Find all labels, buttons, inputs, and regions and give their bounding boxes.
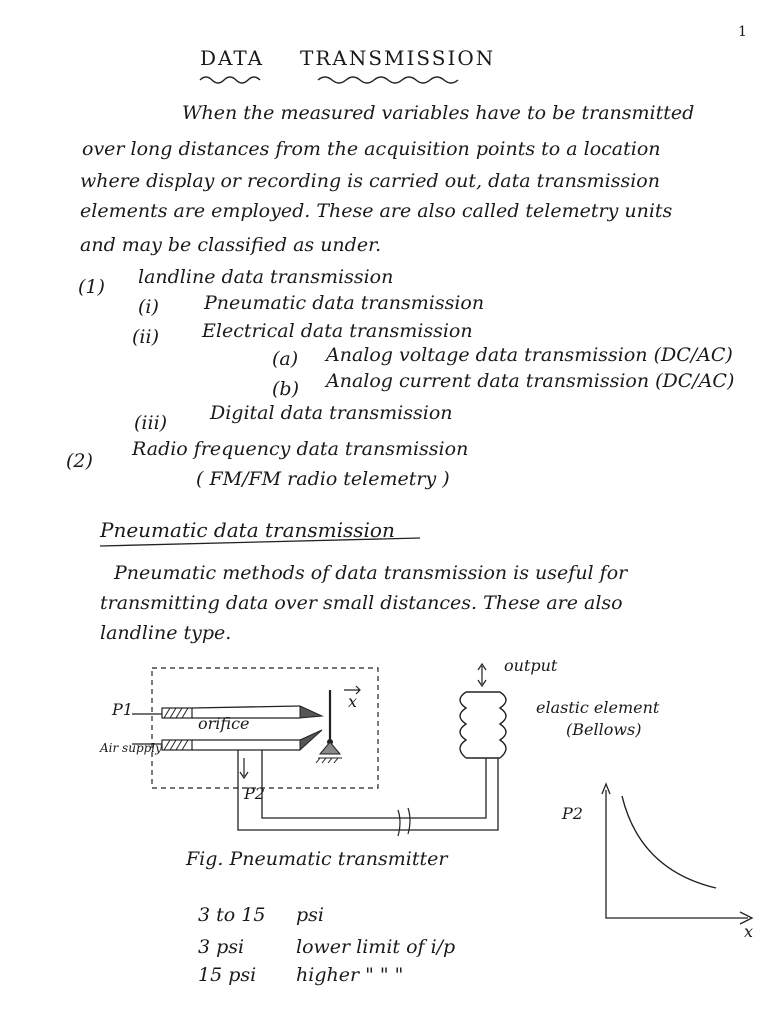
list-item-2-note: ( FM/FM radio telemetry ): [196, 468, 450, 490]
intro-line-3: where display or recording is carried out, data transmission: [80, 170, 660, 192]
list-item-b: Analog current data transmission (DC/AC): [326, 370, 735, 392]
figure-caption: Fig. Pneumatic transmitter: [186, 848, 448, 870]
page-number: 1: [738, 24, 747, 40]
label-air-supply: Air supply: [100, 741, 162, 755]
note-lower-desc: lower limit of i/p: [296, 936, 456, 958]
list-item-1-iii: Digital data transmission: [210, 402, 453, 424]
list-marker-b: (b): [272, 378, 299, 400]
section-body-line-3: landline type.: [100, 622, 232, 644]
title-word-data: DATA: [200, 46, 265, 70]
list-item-1-i: Pneumatic data transmission: [204, 292, 485, 314]
label-output: output: [504, 656, 558, 675]
intro-line-4: elements are employed. These are also called telemetry units: [80, 200, 673, 222]
label-p2: P2: [244, 784, 265, 803]
list-marker-2: (2): [66, 450, 93, 472]
intro-line-1: When the measured variables have to be transmitted: [182, 102, 695, 124]
note-range-value: 3 to 15: [198, 904, 266, 926]
list-item-1: landline data transmission: [138, 266, 394, 288]
list-item-1-ii: Electrical data transmission: [202, 320, 473, 342]
section-body-line-1: Pneumatic methods of data transmission is useful for: [114, 562, 628, 584]
list-marker-a: (a): [272, 348, 299, 370]
label-x-displacement: x: [348, 692, 358, 711]
section-body-line-2: transmitting data over small distances. These are also: [100, 592, 623, 614]
list-item-a: Analog voltage data transmission (DC/AC): [326, 344, 733, 366]
list-marker-1-iii: (iii): [134, 412, 168, 434]
label-elastic-element: elastic element: [536, 698, 660, 717]
note-higher-desc: higher " " ": [296, 964, 404, 986]
note-higher-value: 15 psi: [198, 964, 257, 986]
list-marker-1: (1): [78, 276, 105, 298]
list-item-2: Radio frequency data transmission: [132, 438, 469, 460]
title-word-transmission: TRANSMISSION: [300, 46, 496, 70]
section-heading: Pneumatic data transmission: [100, 518, 395, 542]
list-marker-1-i: (i): [138, 296, 159, 318]
note-lower-value: 3 psi: [198, 936, 245, 958]
graph-xlabel: x: [744, 922, 754, 941]
list-marker-1-ii: (ii): [132, 326, 159, 348]
intro-line-5: and may be classified as under.: [80, 234, 382, 256]
label-orifice: orifice: [198, 714, 250, 733]
label-p1: P1: [112, 700, 133, 719]
graph-ylabel: P2: [562, 804, 583, 823]
note-range-unit: psi: [296, 904, 324, 926]
intro-line-2: over long distances from the acquisition points to a location: [82, 138, 661, 160]
label-bellows: (Bellows): [566, 720, 642, 739]
